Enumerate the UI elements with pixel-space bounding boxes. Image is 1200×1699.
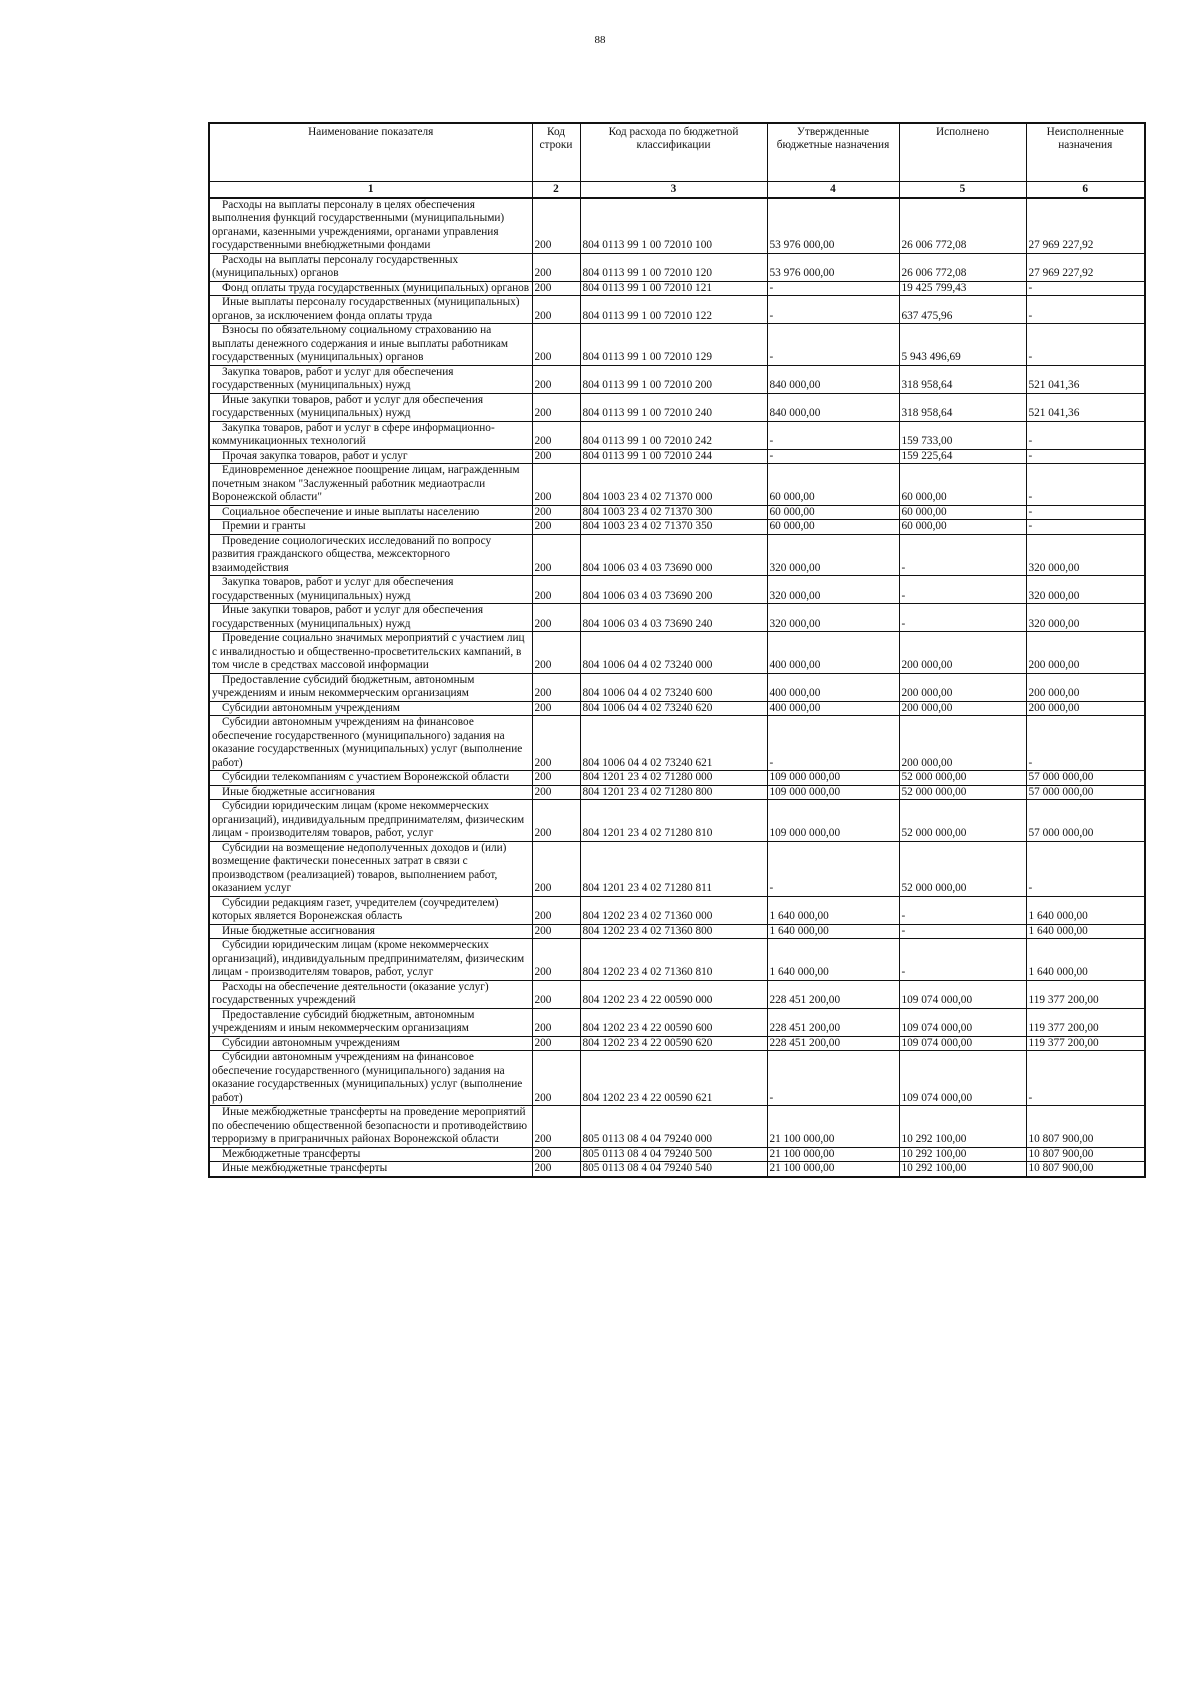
row-approved-amount: 60 000,00 [767, 520, 899, 535]
table-row [209, 324, 1145, 366]
row-line-code: 200 [532, 1008, 580, 1036]
table-row [209, 716, 1145, 771]
row-executed-amount: 60 000,00 [899, 505, 1026, 520]
row-executed-amount: 637 475,96 [899, 296, 1026, 324]
row-line-code: 200 [532, 1106, 580, 1148]
row-executed-amount: 200 000,00 [899, 716, 1026, 771]
row-indicator-name: Закупка товаров, работ и услуг в сфере информационно-коммуникационных технологий [209, 421, 532, 449]
row-executed-amount: 318 958,64 [899, 393, 1026, 421]
row-executed-amount: 200 000,00 [899, 632, 1026, 674]
column-number: 1 [209, 181, 532, 198]
row-line-code: 200 [532, 365, 580, 393]
row-budget-code: 804 1202 23 4 22 00590 600 [580, 1008, 767, 1036]
row-unexecuted-amount: 27 969 227,92 [1026, 253, 1145, 281]
table-row [209, 701, 1145, 716]
row-executed-amount: 52 000 000,00 [899, 841, 1026, 896]
row-budget-code: 804 1006 03 4 03 73690 240 [580, 604, 767, 632]
row-executed-amount: 109 074 000,00 [899, 1036, 1026, 1051]
row-approved-amount: 400 000,00 [767, 673, 899, 701]
column-number: 2 [532, 181, 580, 198]
row-unexecuted-amount: - [1026, 421, 1145, 449]
row-budget-code: 804 1202 23 4 02 71360 800 [580, 924, 767, 939]
row-unexecuted-amount: 57 000 000,00 [1026, 771, 1145, 786]
row-approved-amount: 1 640 000,00 [767, 939, 899, 981]
row-budget-code: 804 0113 99 1 00 72010 129 [580, 324, 767, 366]
header-approved-appropriations: Утвержденные бюджетные назначения [767, 123, 899, 181]
table-row [209, 449, 1145, 464]
column-number: 5 [899, 181, 1026, 198]
table-row [209, 1106, 1145, 1148]
row-indicator-name: Иные закупки товаров, работ и услуг для обеспечения государственных (муниципальных) нужд [209, 393, 532, 421]
row-unexecuted-amount: 57 000 000,00 [1026, 800, 1145, 842]
row-line-code: 200 [532, 673, 580, 701]
row-budget-code: 804 1202 23 4 22 00590 621 [580, 1051, 767, 1106]
row-indicator-name: Иные межбюджетные трансферты [209, 1162, 532, 1177]
row-budget-code: 804 0113 99 1 00 72010 200 [580, 365, 767, 393]
row-unexecuted-amount: 521 041,36 [1026, 365, 1145, 393]
row-budget-code: 804 1202 23 4 02 71360 000 [580, 896, 767, 924]
row-unexecuted-amount: 119 377 200,00 [1026, 980, 1145, 1008]
table-row [209, 604, 1145, 632]
row-approved-amount: 21 100 000,00 [767, 1147, 899, 1162]
row-approved-amount: 53 976 000,00 [767, 253, 899, 281]
row-line-code: 200 [532, 896, 580, 924]
row-line-code: 200 [532, 505, 580, 520]
row-executed-amount: 52 000 000,00 [899, 800, 1026, 842]
row-executed-amount: 159 733,00 [899, 421, 1026, 449]
row-unexecuted-amount: 119 377 200,00 [1026, 1008, 1145, 1036]
table-row [209, 534, 1145, 576]
row-executed-amount: 26 006 772,08 [899, 198, 1026, 254]
row-line-code: 200 [532, 1051, 580, 1106]
row-indicator-name: Расходы на выплаты персоналу в целях обеспечения выполнения функций государственными (муниципальными) органами, казенными учреждениями, органами управления государственными внебюджетными фондами [209, 198, 532, 254]
row-budget-code: 804 0113 99 1 00 72010 100 [580, 198, 767, 254]
row-indicator-name: Предоставление субсидий бюджетным, автономным учреждениям и иным некоммерческим организациям [209, 1008, 532, 1036]
table-row [209, 939, 1145, 981]
row-approved-amount: - [767, 281, 899, 296]
table-row [209, 576, 1145, 604]
row-line-code: 200 [532, 253, 580, 281]
table-row [209, 253, 1145, 281]
row-executed-amount: 109 074 000,00 [899, 1008, 1026, 1036]
row-line-code: 200 [532, 800, 580, 842]
row-unexecuted-amount: - [1026, 281, 1145, 296]
row-budget-code: 804 1006 04 4 02 73240 000 [580, 632, 767, 674]
row-executed-amount: 10 292 100,00 [899, 1162, 1026, 1177]
table-row [209, 464, 1145, 506]
row-executed-amount: 159 225,64 [899, 449, 1026, 464]
row-executed-amount: 26 006 772,08 [899, 253, 1026, 281]
row-budget-code: 804 1003 23 4 02 71370 350 [580, 520, 767, 535]
row-line-code: 200 [532, 296, 580, 324]
row-unexecuted-amount: - [1026, 464, 1145, 506]
row-executed-amount: 109 074 000,00 [899, 1051, 1026, 1106]
row-budget-code: 804 1202 23 4 02 71360 810 [580, 939, 767, 981]
header-indicator-name: Наименование показателя [209, 123, 532, 181]
row-line-code: 200 [532, 520, 580, 535]
row-budget-code: 804 1006 04 4 02 73240 600 [580, 673, 767, 701]
row-line-code: 200 [532, 939, 580, 981]
row-budget-code: 804 1006 04 4 02 73240 620 [580, 701, 767, 716]
row-budget-code: 804 0113 99 1 00 72010 121 [580, 281, 767, 296]
row-line-code: 200 [532, 464, 580, 506]
table-row [209, 896, 1145, 924]
row-unexecuted-amount: 320 000,00 [1026, 534, 1145, 576]
table-row [209, 198, 1145, 254]
row-indicator-name: Проведение социологических исследований по вопросу развития гражданского общества, межсекторного взаимодействия [209, 534, 532, 576]
row-indicator-name: Субсидии редакциям газет, учредителем (соучредителем) которых является Воронежская область [209, 896, 532, 924]
row-budget-code: 804 1202 23 4 22 00590 000 [580, 980, 767, 1008]
row-approved-amount: - [767, 716, 899, 771]
row-line-code: 200 [532, 980, 580, 1008]
row-unexecuted-amount: 10 807 900,00 [1026, 1106, 1145, 1148]
row-unexecuted-amount: - [1026, 716, 1145, 771]
table-row [209, 505, 1145, 520]
row-indicator-name: Межбюджетные трансферты [209, 1147, 532, 1162]
table-row [209, 1162, 1145, 1177]
row-line-code: 200 [532, 198, 580, 254]
row-executed-amount: - [899, 534, 1026, 576]
row-unexecuted-amount: 200 000,00 [1026, 632, 1145, 674]
row-indicator-name: Субсидии телекомпаниям с участием Воронежской области [209, 771, 532, 786]
row-indicator-name: Субсидии юридическим лицам (кроме некоммерческих организаций), индивидуальным предпринимателям, физическим лицам - производителям товаров, работ, услуг [209, 800, 532, 842]
row-executed-amount: 60 000,00 [899, 464, 1026, 506]
row-executed-amount: 200 000,00 [899, 673, 1026, 701]
row-unexecuted-amount: - [1026, 449, 1145, 464]
row-indicator-name: Прочая закупка товаров, работ и услуг [209, 449, 532, 464]
table-row [209, 980, 1145, 1008]
row-unexecuted-amount: 57 000 000,00 [1026, 785, 1145, 800]
table-row [209, 1051, 1145, 1106]
row-line-code: 200 [532, 632, 580, 674]
row-budget-code: 804 1006 03 4 03 73690 200 [580, 576, 767, 604]
budget-execution-table [208, 122, 1146, 1178]
row-line-code: 200 [532, 534, 580, 576]
table-row [209, 1036, 1145, 1051]
row-unexecuted-amount: 10 807 900,00 [1026, 1162, 1145, 1177]
row-line-code: 200 [532, 716, 580, 771]
row-line-code: 200 [532, 324, 580, 366]
table-row [209, 673, 1145, 701]
table-row [209, 841, 1145, 896]
row-budget-code: 804 0113 99 1 00 72010 122 [580, 296, 767, 324]
row-line-code: 200 [532, 785, 580, 800]
row-indicator-name: Иные межбюджетные трансферты на проведение мероприятий по обеспечению общественной безопасности и противодействию терроризму в приграничных районах Воронежской области [209, 1106, 532, 1148]
row-budget-code: 804 1202 23 4 22 00590 620 [580, 1036, 767, 1051]
row-approved-amount: - [767, 324, 899, 366]
row-budget-code: 805 0113 08 4 04 79240 540 [580, 1162, 767, 1177]
row-approved-amount: 53 976 000,00 [767, 198, 899, 254]
row-unexecuted-amount: 521 041,36 [1026, 393, 1145, 421]
row-approved-amount: - [767, 841, 899, 896]
row-line-code: 200 [532, 771, 580, 786]
row-unexecuted-amount: - [1026, 1051, 1145, 1106]
column-number: 4 [767, 181, 899, 198]
row-line-code: 200 [532, 393, 580, 421]
table-row [209, 296, 1145, 324]
column-number: 6 [1026, 181, 1145, 198]
row-executed-amount: 19 425 799,43 [899, 281, 1026, 296]
header-unexecuted-appropriations: Неисполненные назначения [1026, 123, 1145, 181]
row-approved-amount: 400 000,00 [767, 701, 899, 716]
row-indicator-name: Субсидии автономным учреждениям на финансовое обеспечение государственного (муниципального) задания на оказание государственных (муниципальных) услуг (выполнение работ) [209, 716, 532, 771]
row-executed-amount: 109 074 000,00 [899, 980, 1026, 1008]
row-budget-code: 804 1003 23 4 02 71370 300 [580, 505, 767, 520]
table-row [209, 365, 1145, 393]
column-number: 3 [580, 181, 767, 198]
row-indicator-name: Проведение социально значимых мероприятий с участием лиц с инвалидностью и общественно-просветительских кампаний, в том числе в средствах массовой информации [209, 632, 532, 674]
row-indicator-name: Субсидии автономным учреждениям [209, 1036, 532, 1051]
row-approved-amount: 1 640 000,00 [767, 924, 899, 939]
row-unexecuted-amount: 1 640 000,00 [1026, 896, 1145, 924]
table-header [209, 123, 1145, 198]
row-budget-code: 804 1006 03 4 03 73690 000 [580, 534, 767, 576]
table-row [209, 785, 1145, 800]
row-approved-amount: 60 000,00 [767, 505, 899, 520]
row-indicator-name: Иные закупки товаров, работ и услуг для обеспечения государственных (муниципальных) нужд [209, 604, 532, 632]
row-indicator-name: Премии и гранты [209, 520, 532, 535]
row-line-code: 200 [532, 576, 580, 604]
row-unexecuted-amount: 119 377 200,00 [1026, 1036, 1145, 1051]
row-indicator-name: Расходы на обеспечение деятельности (оказание услуг) государственных учреждений [209, 980, 532, 1008]
row-unexecuted-amount: 320 000,00 [1026, 604, 1145, 632]
row-approved-amount: 21 100 000,00 [767, 1106, 899, 1148]
row-approved-amount: - [767, 449, 899, 464]
table-row [209, 800, 1145, 842]
header-budget-classification-code: Код расхода по бюджетной классификации [580, 123, 767, 181]
row-approved-amount: - [767, 421, 899, 449]
row-budget-code: 804 1006 04 4 02 73240 621 [580, 716, 767, 771]
table-row [209, 281, 1145, 296]
row-unexecuted-amount: 27 969 227,92 [1026, 198, 1145, 254]
row-line-code: 200 [532, 421, 580, 449]
row-budget-code: 804 1201 23 4 02 71280 000 [580, 771, 767, 786]
row-line-code: 200 [532, 1036, 580, 1051]
row-indicator-name: Закупка товаров, работ и услуг для обеспечения государственных (муниципальных) нужд [209, 576, 532, 604]
row-indicator-name: Единовременное денежное поощрение лицам, награжденным почетным знаком "Заслуженный работник медиаотрасли Воронежской области" [209, 464, 532, 506]
row-executed-amount: 318 958,64 [899, 365, 1026, 393]
table-row [209, 632, 1145, 674]
row-line-code: 200 [532, 841, 580, 896]
row-unexecuted-amount: - [1026, 841, 1145, 896]
row-executed-amount: - [899, 939, 1026, 981]
row-indicator-name: Взносы по обязательному социальному страхованию на выплаты денежного содержания и иные выплаты работникам государственных (муниципальных) органов [209, 324, 532, 366]
header-line-code: Код строки [532, 123, 580, 181]
row-approved-amount: - [767, 1051, 899, 1106]
row-approved-amount: 400 000,00 [767, 632, 899, 674]
row-indicator-name: Закупка товаров, работ и услуг для обеспечения государственных (муниципальных) нужд [209, 365, 532, 393]
row-budget-code: 805 0113 08 4 04 79240 000 [580, 1106, 767, 1148]
row-approved-amount: - [767, 296, 899, 324]
row-unexecuted-amount: 10 807 900,00 [1026, 1147, 1145, 1162]
row-line-code: 200 [532, 449, 580, 464]
table-row [209, 924, 1145, 939]
row-approved-amount: 228 451 200,00 [767, 1036, 899, 1051]
row-approved-amount: 109 000 000,00 [767, 785, 899, 800]
row-executed-amount: - [899, 604, 1026, 632]
row-indicator-name: Расходы на выплаты персоналу государственных (муниципальных) органов [209, 253, 532, 281]
row-executed-amount: 52 000 000,00 [899, 771, 1026, 786]
row-indicator-name: Социальное обеспечение и иные выплаты населению [209, 505, 532, 520]
row-indicator-name: Иные бюджетные ассигнования [209, 785, 532, 800]
row-indicator-name: Предоставление субсидий бюджетным, автономным учреждениям и иным некоммерческим организациям [209, 673, 532, 701]
row-line-code: 200 [532, 604, 580, 632]
row-unexecuted-amount: - [1026, 505, 1145, 520]
row-approved-amount: 21 100 000,00 [767, 1162, 899, 1177]
row-indicator-name: Субсидии юридическим лицам (кроме некоммерческих организаций), индивидуальным предпринимателям, физическим лицам - производителям товаров, работ, услуг [209, 939, 532, 981]
row-executed-amount: 10 292 100,00 [899, 1147, 1026, 1162]
row-approved-amount: 60 000,00 [767, 464, 899, 506]
row-indicator-name: Фонд оплаты труда государственных (муниципальных) органов [209, 281, 532, 296]
row-unexecuted-amount: 200 000,00 [1026, 701, 1145, 716]
row-budget-code: 804 0113 99 1 00 72010 242 [580, 421, 767, 449]
row-executed-amount: 52 000 000,00 [899, 785, 1026, 800]
row-line-code: 200 [532, 701, 580, 716]
row-executed-amount: 200 000,00 [899, 701, 1026, 716]
row-approved-amount: 840 000,00 [767, 393, 899, 421]
row-approved-amount: 1 640 000,00 [767, 896, 899, 924]
row-executed-amount: - [899, 924, 1026, 939]
row-unexecuted-amount: 320 000,00 [1026, 576, 1145, 604]
row-unexecuted-amount: 1 640 000,00 [1026, 939, 1145, 981]
row-executed-amount: 5 943 496,69 [899, 324, 1026, 366]
row-approved-amount: 320 000,00 [767, 576, 899, 604]
row-executed-amount: - [899, 896, 1026, 924]
row-budget-code: 804 0113 99 1 00 72010 240 [580, 393, 767, 421]
row-approved-amount: 320 000,00 [767, 604, 899, 632]
row-unexecuted-amount: 1 640 000,00 [1026, 924, 1145, 939]
row-approved-amount: 228 451 200,00 [767, 1008, 899, 1036]
row-approved-amount: 320 000,00 [767, 534, 899, 576]
row-indicator-name: Субсидии на возмещение недополученных доходов и (или) возмещение фактически понесенных затрат в связи с производством (реализацией) товаров, выполнением работ, оказанием услуг [209, 841, 532, 896]
row-executed-amount: 10 292 100,00 [899, 1106, 1026, 1148]
row-unexecuted-amount: - [1026, 296, 1145, 324]
row-approved-amount: 840 000,00 [767, 365, 899, 393]
table-row [209, 1147, 1145, 1162]
row-indicator-name: Иные бюджетные ассигнования [209, 924, 532, 939]
page-number: 88 [594, 34, 606, 46]
table-row [209, 421, 1145, 449]
row-budget-code: 804 0113 99 1 00 72010 120 [580, 253, 767, 281]
table-row [209, 1008, 1145, 1036]
table-row [209, 520, 1145, 535]
row-budget-code: 804 1201 23 4 02 71280 810 [580, 800, 767, 842]
row-approved-amount: 109 000 000,00 [767, 771, 899, 786]
header-executed: Исполнено [899, 123, 1026, 181]
row-indicator-name: Субсидии автономным учреждениям на финансовое обеспечение государственного (муниципального) задания на оказание государственных (муниципальных) услуг (выполнение работ) [209, 1051, 532, 1106]
row-executed-amount: - [899, 576, 1026, 604]
row-budget-code: 804 0113 99 1 00 72010 244 [580, 449, 767, 464]
row-budget-code: 805 0113 08 4 04 79240 500 [580, 1147, 767, 1162]
row-line-code: 200 [532, 1147, 580, 1162]
row-budget-code: 804 1003 23 4 02 71370 000 [580, 464, 767, 506]
row-line-code: 200 [532, 924, 580, 939]
row-budget-code: 804 1201 23 4 02 71280 811 [580, 841, 767, 896]
row-unexecuted-amount: - [1026, 324, 1145, 366]
row-indicator-name: Субсидии автономным учреждениям [209, 701, 532, 716]
row-indicator-name: Иные выплаты персоналу государственных (муниципальных) органов, за исключением фонда оплаты труда [209, 296, 532, 324]
table-row [209, 771, 1145, 786]
row-approved-amount: 109 000 000,00 [767, 800, 899, 842]
row-line-code: 200 [532, 281, 580, 296]
row-executed-amount: 60 000,00 [899, 520, 1026, 535]
table-body [209, 198, 1145, 1177]
row-budget-code: 804 1201 23 4 02 71280 800 [580, 785, 767, 800]
row-approved-amount: 228 451 200,00 [767, 980, 899, 1008]
row-unexecuted-amount: - [1026, 520, 1145, 535]
row-line-code: 200 [532, 1162, 580, 1177]
table-row [209, 393, 1145, 421]
row-unexecuted-amount: 200 000,00 [1026, 673, 1145, 701]
